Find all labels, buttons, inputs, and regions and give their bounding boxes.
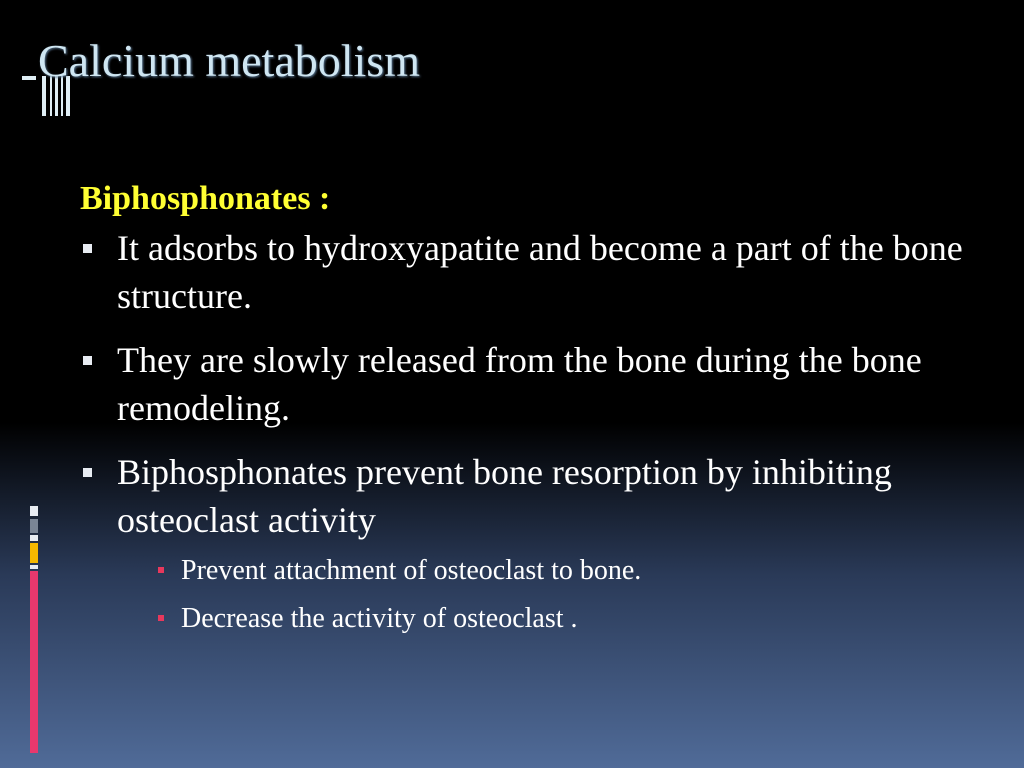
square-bullet-icon <box>83 356 92 365</box>
bullet-text: They are slowly released from the bone during the bone remodeling. <box>117 340 922 428</box>
accent-white-bar <box>30 506 38 516</box>
small-square-bullet-icon <box>158 567 164 573</box>
list-item <box>80 224 980 320</box>
left-strip <box>0 0 40 768</box>
accent-gray-bar <box>30 519 38 533</box>
accent-pink-bar <box>30 571 38 753</box>
square-bullet-icon <box>83 244 92 253</box>
list-item <box>80 336 980 432</box>
sub-bullet-text: Prevent attachment of osteoclast to bone. <box>181 555 642 586</box>
sub-bullet-list <box>80 554 980 636</box>
sub-bullet-text: Decrease the activity of osteoclast . <box>181 603 578 634</box>
bullet-text: It adsorbs to hydroxyapatite and become a part of the bone structure. <box>117 228 963 316</box>
accent-yellow-bar <box>30 543 38 563</box>
subheading: Biphosphonates : <box>80 180 331 217</box>
list-item <box>80 448 980 544</box>
small-square-bullet-icon <box>158 615 164 621</box>
bullet-list <box>80 224 980 544</box>
slide-title: Calcium metabolism <box>38 35 420 86</box>
sub-list-item <box>181 602 980 636</box>
accent-white-bar-3 <box>30 565 38 569</box>
sub-list-item <box>181 554 980 588</box>
slide-content <box>80 180 980 650</box>
square-bullet-icon <box>83 468 92 477</box>
accent-white-bar-2 <box>30 535 38 541</box>
bullet-text: Biphosphonates prevent bone resorption by inhibiting osteoclast activity <box>117 452 892 540</box>
